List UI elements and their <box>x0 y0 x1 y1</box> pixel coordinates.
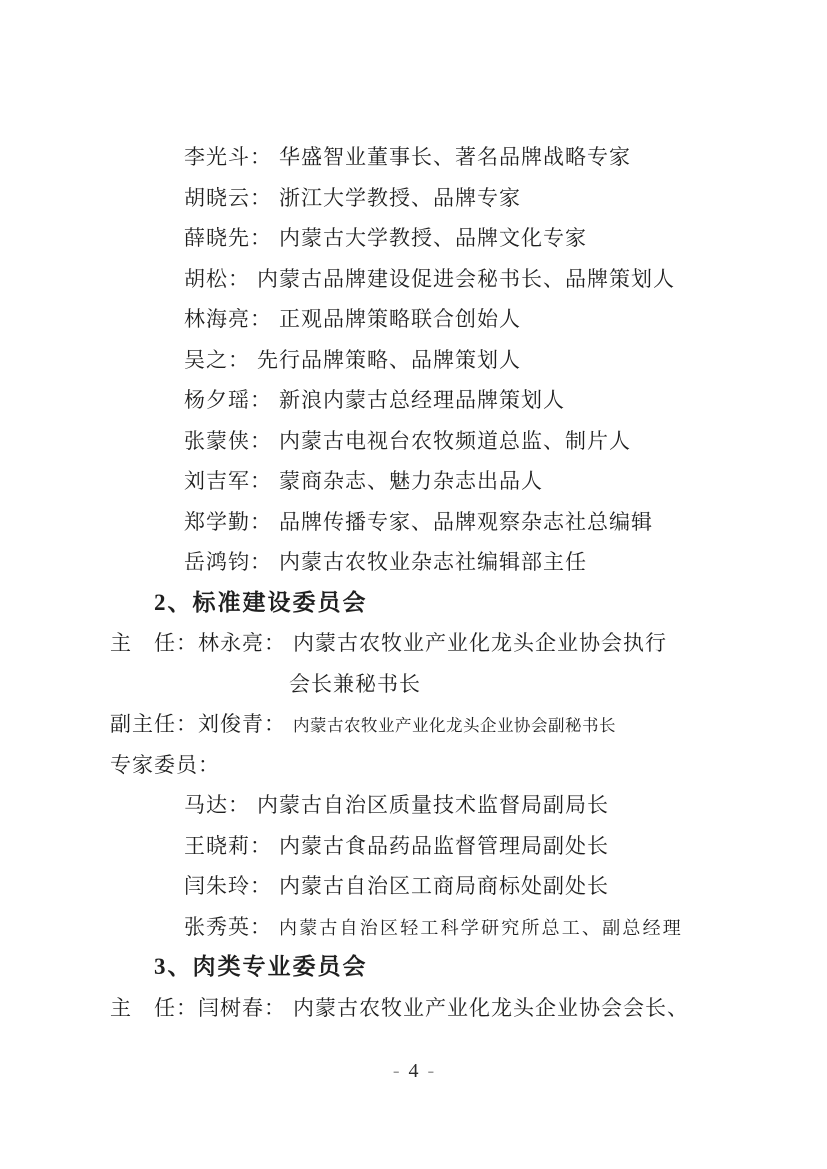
chair-line <box>0 988 827 1029</box>
member-line <box>0 299 827 340</box>
member-name: 薛晓先： <box>184 226 272 250</box>
member-desc: 浙江大学教授、品牌专家 <box>279 185 521 210</box>
chair-desc: 内蒙古农牧业产业化龙头企业协会会长、 <box>293 995 689 1020</box>
member-line <box>0 502 827 543</box>
member-name: 杨夕瑶： <box>184 388 272 412</box>
member-desc: 品牌传播专家、品牌观察杂志社总编辑 <box>279 509 653 534</box>
chair-name: 闫树春： <box>198 995 286 1020</box>
member-name: 岳鸿钧： <box>184 550 272 574</box>
expert-line <box>0 785 827 826</box>
footer-dash-right: - <box>427 1060 435 1082</box>
expert-line <box>0 826 827 867</box>
document-body <box>0 137 827 1028</box>
member-line <box>0 542 827 583</box>
member-line <box>0 340 827 381</box>
member-name: 李光斗： <box>184 145 272 169</box>
member-line <box>0 218 827 259</box>
experts-label: 专家委员： <box>110 752 220 777</box>
member-desc: 华盛智业董事长、著名品牌战略专家 <box>279 145 631 169</box>
vice-chair-name: 刘俊青： <box>198 712 286 736</box>
chair-role-label: 主 任： <box>110 995 198 1020</box>
expert-name: 王晓莉： <box>184 833 272 858</box>
member-line <box>0 461 827 502</box>
member-line <box>0 259 827 300</box>
member-desc: 内蒙古品牌建设促进会秘书长、品牌策划人 <box>257 266 675 291</box>
vice-chair-desc: 内蒙古农牧业产业化龙头企业协会副秘书长 <box>293 716 616 735</box>
expert-name: 闫朱玲： <box>184 874 272 898</box>
member-desc: 新浪内蒙古总经理品牌策划人 <box>279 388 565 412</box>
member-name: 胡晓云： <box>184 185 272 210</box>
member-line <box>0 380 827 421</box>
section-heading-standards: 2、标准建设委员会 <box>154 589 368 615</box>
chair-desc: 内蒙古农牧业产业化龙头企业协会执行 <box>293 631 667 655</box>
expert-line <box>0 907 827 948</box>
member-desc: 内蒙古大学教授、品牌文化专家 <box>279 226 587 250</box>
page-number: 4 <box>408 1060 419 1082</box>
member-desc: 先行品牌策略、品牌策划人 <box>257 347 521 372</box>
expert-desc: 内蒙古食品药品监督管理局副处长 <box>279 833 609 858</box>
expert-desc: 内蒙古自治区工商局商标处副处长 <box>279 874 609 898</box>
expert-name: 张秀英： <box>184 914 272 939</box>
vice-chair-line <box>0 704 827 745</box>
member-name: 林海亮： <box>184 307 272 331</box>
chair-line <box>0 623 827 664</box>
expert-desc: 内蒙古自治区轻工科学研究所总工、副总经理 <box>279 917 683 938</box>
member-desc: 正观品牌策略联合创始人 <box>279 307 521 331</box>
member-name: 张蒙侠： <box>184 428 272 453</box>
chair-name: 林永亮： <box>198 631 286 655</box>
member-line <box>0 178 827 219</box>
member-desc: 内蒙古农牧业杂志社编辑部主任 <box>279 550 587 574</box>
expert-name: 马达： <box>184 793 250 817</box>
member-name: 刘吉军： <box>184 469 272 493</box>
expert-line <box>0 866 827 907</box>
member-desc: 蒙商杂志、魅力杂志出品人 <box>279 469 543 493</box>
member-line <box>0 421 827 462</box>
footer-dash-left: - <box>392 1060 400 1082</box>
member-name: 吴之： <box>184 347 250 372</box>
member-desc: 内蒙古电视台农牧频道总监、制片人 <box>279 428 631 453</box>
member-line <box>0 137 827 178</box>
member-name: 胡松： <box>184 266 250 291</box>
chair-continuation-line: 会长兼秘书长 <box>289 671 421 696</box>
chair-role-label: 主 任： <box>110 631 198 655</box>
page-footer <box>0 1056 827 1086</box>
member-name: 郑学勤： <box>184 509 272 534</box>
vice-chair-role-label: 副主任： <box>110 712 198 736</box>
section-heading-meat: 3、肉类专业委员会 <box>154 954 368 979</box>
expert-desc: 内蒙古自治区质量技术监督局副局长 <box>257 793 609 817</box>
